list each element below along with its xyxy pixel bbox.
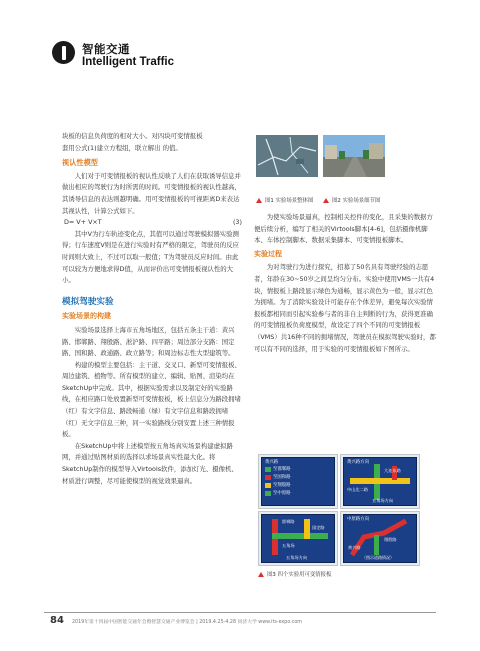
right-column — [254, 212, 436, 355]
board-row-label: 至中原路 — [273, 491, 291, 496]
figure-3-caption: 图3 四个实验用可变情报板 — [258, 570, 331, 578]
formula: D= V+ V×T (3) — [64, 218, 242, 227]
subheading-scene: 实验场景的构建 — [62, 312, 111, 321]
board-row-label: 邯郸路 — [282, 519, 295, 524]
board-bottom-label: （图示道路情况） — [362, 555, 394, 560]
vms-board-1 — [258, 454, 338, 509]
board-row-label: 翔殷路 — [384, 537, 397, 542]
board-row-label: 大连东路 — [384, 468, 401, 473]
paragraph: 块板的信息负荷度的相对大小。对四块可变情报板 套用公式(1)建立方程组，联立解出 的值。 — [62, 132, 203, 152]
footer-divider — [44, 612, 436, 613]
paragraph: 构建的模型主要包括：主干道、交叉口、新型可变情报板、周边建筑、植物等。所有模型的建立、编辑、贴图、渲染均在SketchUp中完成。其中，根据实验需求以及制定好的实验路线，在相应路口处放置新型可变情报板，板上信息分为路段拥堵（红）有文字信息、路段畅通（绿）有文字信息和路段拥堵（红）无文字信息三种，同一实验路线分别安置上述三种情报板。 — [62, 360, 241, 439]
vms-board-2 — [340, 454, 420, 509]
vms-board-3 — [258, 511, 338, 566]
figure-1-caption: 图1 实验场景整体图 — [256, 196, 313, 204]
board-top-label: 中原路方向 — [347, 517, 369, 522]
board-row-label: 至国和路 — [273, 475, 291, 480]
footer-text: 2019年第十四届中国智能交通年会暨智慧交通产业博览会 | 2019.4.25-4.28 同济大学 www.its-expo.com — [72, 620, 302, 625]
caption-marker-icon — [323, 198, 329, 203]
heading-visual: 视认性模型 — [62, 158, 98, 168]
board-row-label: 至邯郸路 — [273, 467, 291, 472]
status-swatch — [265, 467, 271, 472]
logo-icon — [52, 41, 75, 64]
section-title-cn: 智能交通 — [82, 42, 130, 56]
status-swatch — [265, 491, 271, 496]
paragraph: 在SketchUp中将上述模型按五角场真实场景构建虚拟路网，并通过贴图材质的选择以求场景真实性最大化。将SketchUp制作的模型导入Virtools软件，添加灯光、摄像机、材质进行调整，尽可能使模型的视觉效果逼真。 — [62, 441, 238, 485]
experiment-scene-detail-image — [323, 135, 385, 177]
figure-3-vms-boards — [258, 454, 418, 566]
board-row-label: 黄兴路 — [348, 545, 361, 550]
paragraph: 其中V为行车轨迹变化点，其值可以通过驾驶模拟器实验测得；行车速度V则是在进行实验时有严格的限定，驾驶员的反应时间则大致上，不过可以取一般值；T为驾驶员反应时间。由此可以较为方便地求得D值，从而评价出可变情报板视认性的大小。 — [62, 229, 239, 285]
vms-board-4 — [340, 511, 420, 566]
board-row-label: 中山北二路 — [347, 487, 368, 492]
paragraph: 实验场景选择上海市五角场地区，包括五条主干道：黄兴路、邯郸路、翔殷路、淞沪路、四平路；周边部分支路：国定路、国和路、政通路、政立路等；和周边标志性大型建筑等。 — [62, 325, 235, 358]
board-row-label: 至翔殷路 — [273, 483, 291, 488]
left-column — [62, 131, 244, 487]
status-swatch — [265, 483, 271, 488]
subheading-process: 实验过程 — [254, 249, 282, 258]
caption-marker-icon — [256, 198, 262, 203]
paragraph: 为对驾驶行为进行探究，招募了50名具有驾驶经验的志愿者，年龄在30~50岁之间呈均匀分布。实验中使用VMS一共有4块，情报板上路段显示绿色为通畅，显示黄色为一般，显示红色为拥堵。为了消除实验设计可能存在个体差异，避免每次实验情报板都相同而引起实验参与者的非自主判断的行为，获得更准确的可变情报板负荷度模型，故设定了四个不同的可变情报板（VMS）共16种不同的拥堵情况，驾驶员在模拟驾驶实验时，都可以有不同的选择，用于实验的可变情报板如下图所示。 — [254, 263, 436, 353]
board-row-label: 五角场 — [282, 543, 295, 548]
paragraph: 为使实验场景逼真，控制相关控件的变化，且采集的数据方便后续分析，编写了相关的Virtools脚本[4-6]，包括摄像机脚本、车体控制脚本、数据采集脚本、可变情报板脚本。 — [254, 213, 433, 245]
status-swatch — [265, 475, 271, 480]
board-top-label: 黄兴路 — [265, 459, 279, 465]
board-row-label: 国定路 — [312, 525, 325, 530]
caption-marker-icon — [258, 572, 264, 577]
board-bottom-label: 五角场方向 — [286, 555, 307, 560]
paragraph: 人们对于可变情报板的视认性反映了人们在获取诱导信息并做出相应的驾驶行为时所需的时间。可变情报板的视认性越高，其诱导信息的表达则越明确。用可变情报板的可视距离D来表达其视认性，计算公式如下。 — [62, 171, 241, 215]
page-number: 84 — [50, 615, 64, 626]
experiment-scene-overview-image — [256, 135, 318, 177]
section-heading: 模拟驾驶实验 — [62, 296, 114, 307]
section-title-en: Intelligent Traffic — [82, 56, 175, 68]
board-top-label: 黄兴路方向 — [347, 460, 369, 465]
board-bottom-label: 五角场方向 — [372, 498, 393, 503]
figure-2-caption: 图2 实验场景细节图 — [323, 196, 380, 204]
